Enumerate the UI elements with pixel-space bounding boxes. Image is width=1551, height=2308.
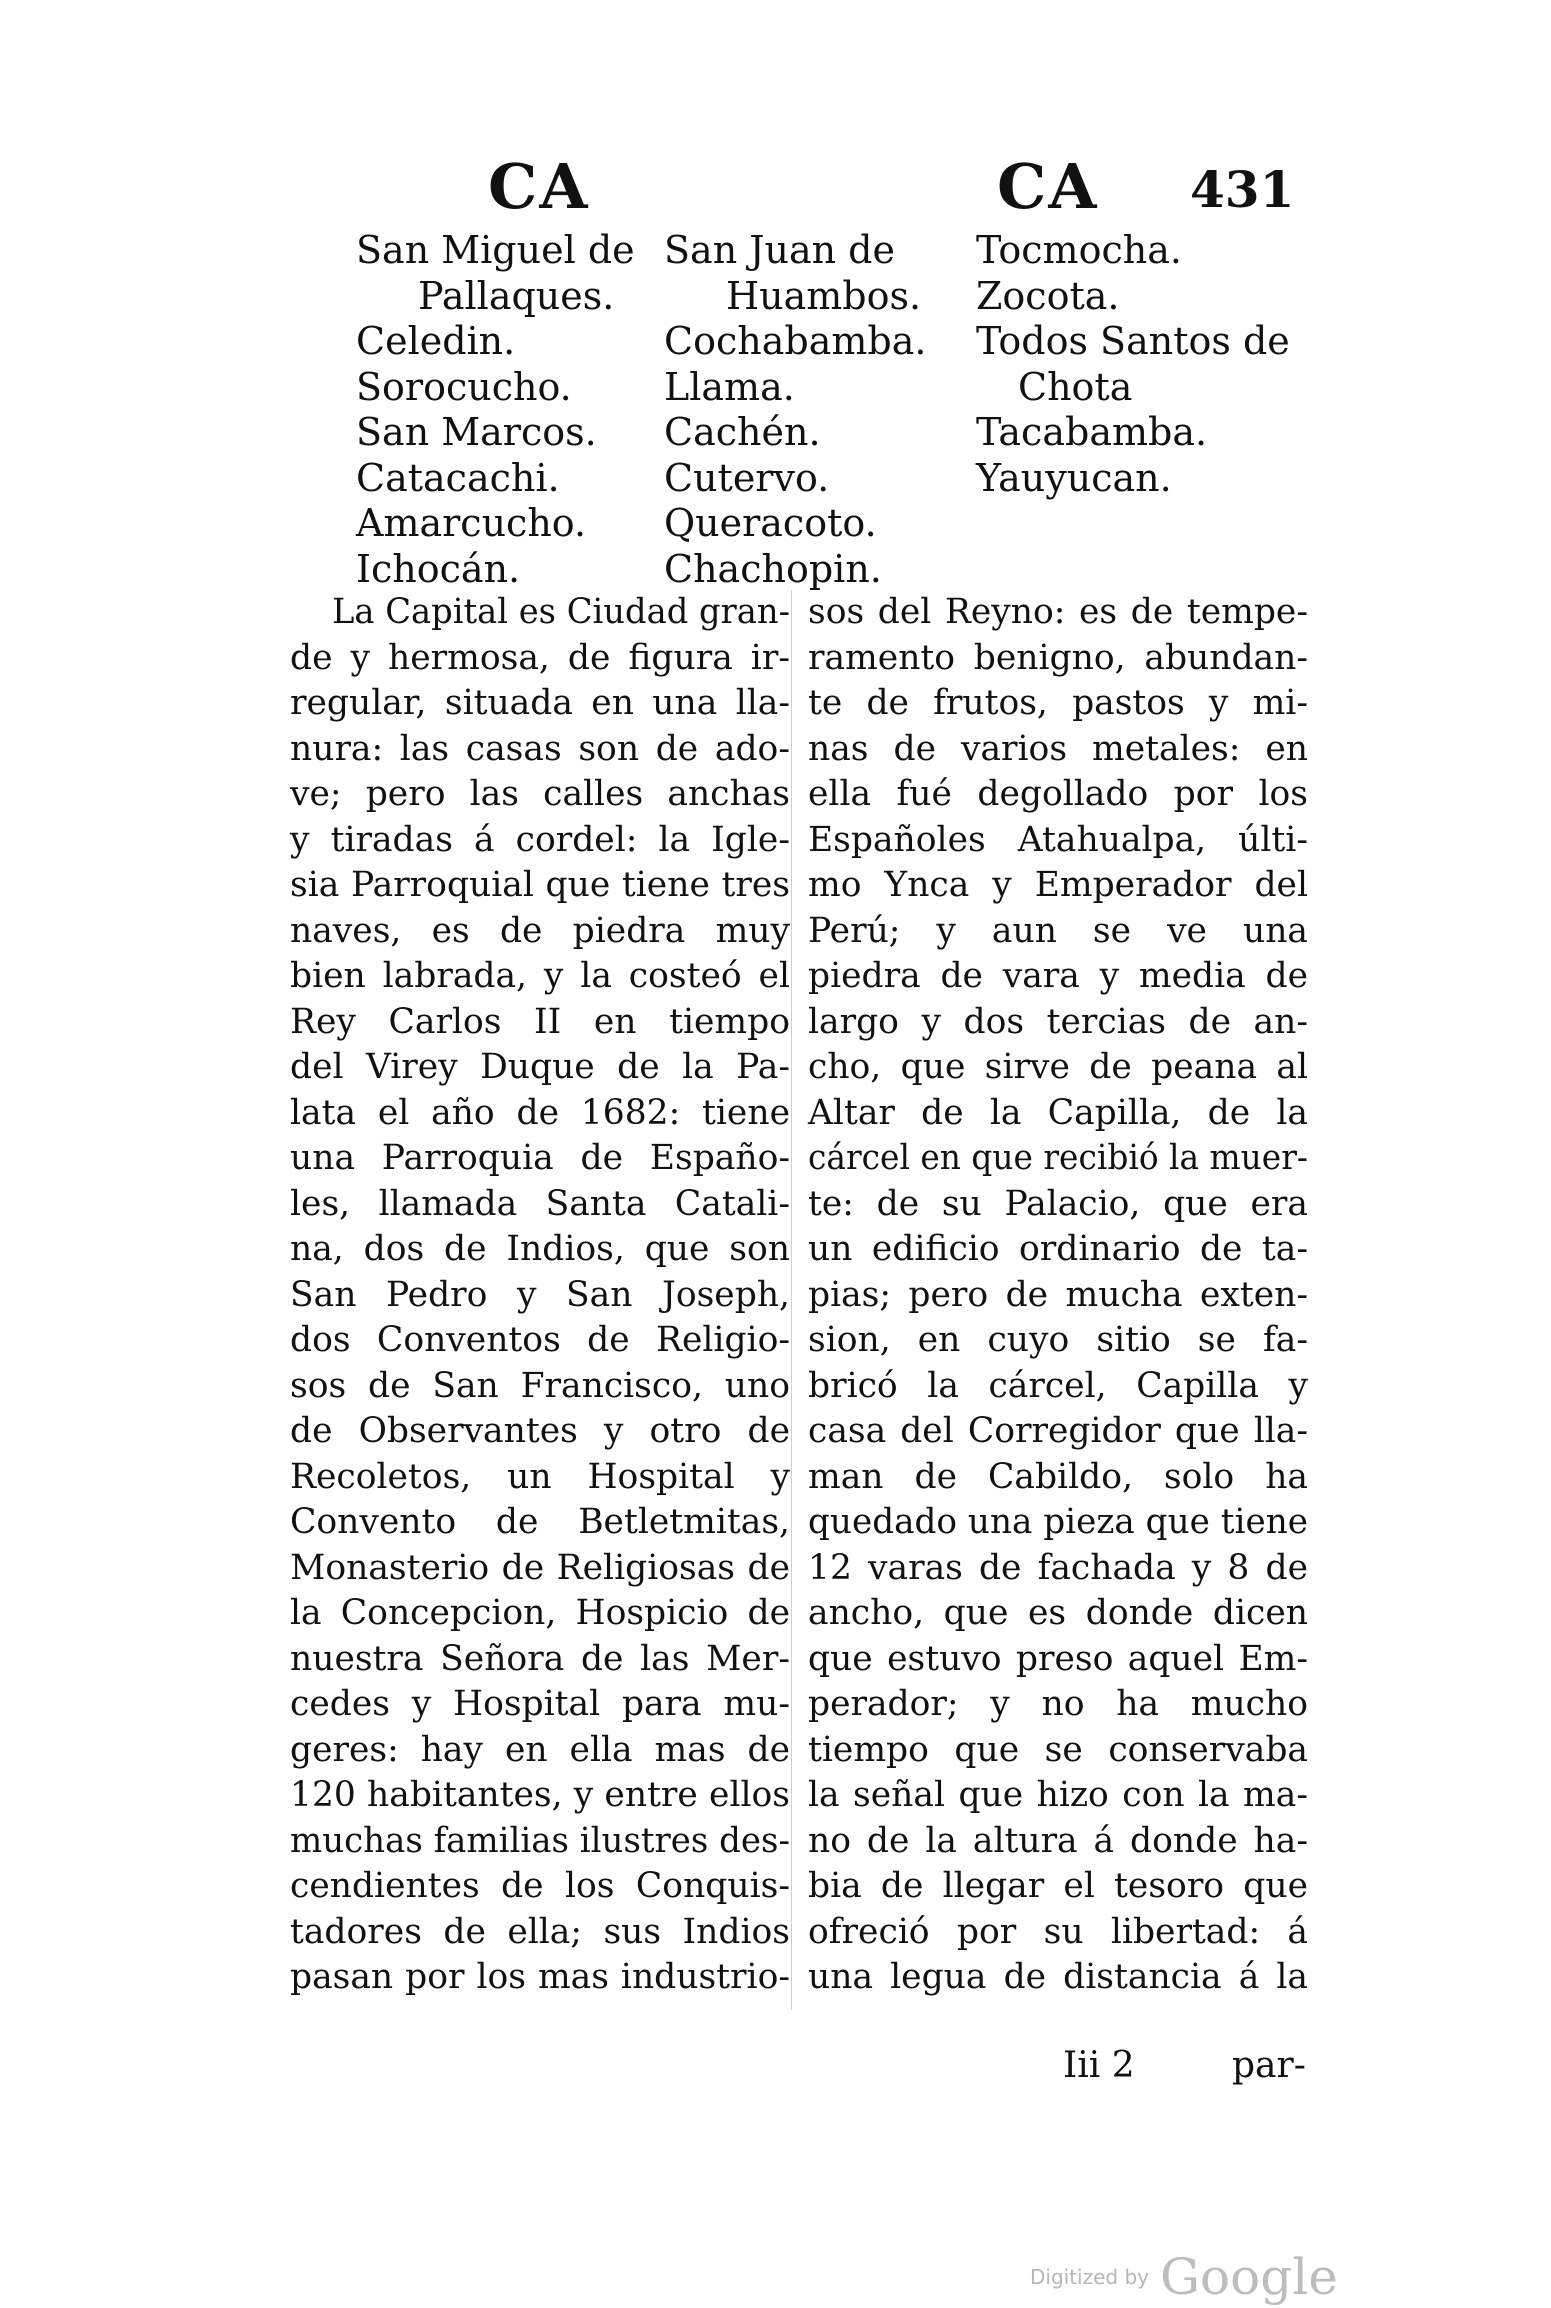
- text-line: tiempo que se conservaba: [808, 1729, 1308, 1770]
- catchword: par-: [1232, 2045, 1306, 2086]
- text-line: cho, que sirve de peana al: [808, 1047, 1308, 1087]
- place-name: Llama.: [664, 364, 795, 409]
- text-line: lata el año de 1682: tiene: [290, 1092, 790, 1133]
- text-line: San Pedro y San Joseph,: [290, 1274, 790, 1315]
- place-name: Catacachi.: [356, 455, 560, 500]
- place-name: Chota: [1018, 364, 1133, 409]
- text-line: tadores de ella; sus Indios: [290, 1911, 790, 1952]
- text-line: bricó la cárcel, Capilla y: [808, 1365, 1308, 1406]
- text-line: piedra de vara y media de: [808, 956, 1308, 996]
- text-line: del Virey Duque de la Pa-: [290, 1047, 790, 1087]
- place-column-3: [976, 228, 1290, 501]
- text-line: una legua de distancia á la: [808, 1957, 1308, 1997]
- text-line: Rey Carlos II en tiempo: [290, 1001, 790, 1042]
- place-name: Sorocucho.: [356, 364, 572, 409]
- text-line: dos Conventos de Religio-: [290, 1320, 790, 1360]
- signature-mark: Iii 2: [1063, 2045, 1135, 2086]
- text-line: la Concepcion, Hospicio de: [290, 1593, 790, 1633]
- text-line: mo Ynca y Emperador del: [808, 865, 1308, 905]
- text-line: nuestra Señora de las Mer-: [290, 1638, 790, 1679]
- text-line: ve; pero las calles anchas: [290, 774, 790, 814]
- text-line: la señal que hizo con la ma-: [808, 1775, 1308, 1815]
- body-column-left: [290, 590, 790, 2001]
- header-left-word: CA: [488, 150, 590, 223]
- text-line: bien labrada, y la costeó el: [290, 956, 790, 996]
- text-line: man de Cabildo, solo ha: [808, 1456, 1308, 1497]
- text-line: Monasterio de Religiosas de: [290, 1547, 790, 1588]
- place-name: Tocmocha.: [976, 228, 1182, 272]
- text-line: ramento benigno, abundan-: [808, 637, 1308, 678]
- text-line: bia de llegar el tesoro que: [808, 1866, 1308, 1906]
- text-line: perador; y no ha mucho: [808, 1684, 1308, 1724]
- place-column-1: [356, 228, 635, 592]
- google-logo: Google: [1160, 2248, 1338, 2306]
- text-line: no de la altura á donde ha-: [808, 1820, 1308, 1861]
- text-line: cendientes de los Conquis-: [290, 1866, 790, 1906]
- place-name: Pallaques.: [418, 273, 615, 318]
- text-line: de y hermosa, de figura ir-: [290, 637, 790, 678]
- place-name: San Juan de: [664, 228, 895, 272]
- place-name: Ichocán.: [356, 546, 521, 591]
- place-name: Zocota.: [976, 273, 1120, 318]
- text-line: quedado una pieza que tiene: [808, 1502, 1308, 1542]
- header-right-word: CA: [997, 150, 1099, 223]
- place-column-2: [664, 228, 926, 592]
- place-name: Chachopin.: [664, 546, 882, 591]
- text-line: Españoles Atahualpa, últi-: [808, 819, 1308, 860]
- text-line: ofreció por su libertad: á: [808, 1911, 1308, 1952]
- digitized-prefix: Digitized by: [1030, 2265, 1149, 2289]
- column-divider: [791, 590, 792, 2010]
- body-column-right: [808, 590, 1308, 2001]
- page-number: 431: [1190, 160, 1295, 219]
- text-line: te de frutos, pastos y mi-: [808, 683, 1308, 723]
- text-line: sos de San Francisco, uno: [290, 1365, 790, 1406]
- text-line: cedes y Hospital para mu-: [290, 1684, 790, 1724]
- text-line: Altar de la Capilla, de la: [808, 1092, 1308, 1133]
- text-line: geres: hay en ella mas de: [290, 1729, 790, 1770]
- text-line: cárcel en que recibió la muer-: [808, 1138, 1308, 1178]
- place-name: Queracoto.: [664, 501, 877, 545]
- text-line: 12 varas de fachada y 8 de: [808, 1547, 1308, 1588]
- running-header: [0, 150, 1551, 230]
- place-name: Celedin.: [356, 319, 516, 363]
- place-name: Yauyucan.: [976, 455, 1172, 500]
- text-line: y tiradas á cordel: la Igle-: [290, 819, 790, 860]
- text-line: muchas familias ilustres des-: [290, 1820, 790, 1861]
- place-name: Todos Santos de: [976, 319, 1290, 363]
- text-line: sos del Reyno: es de tempe-: [808, 592, 1308, 632]
- place-name: Cutervo.: [664, 455, 830, 500]
- text-line: La Capital es Ciudad gran-: [332, 592, 790, 632]
- text-line: Perú; y aun se ve una: [808, 910, 1308, 951]
- place-name: Amarcucho.: [356, 501, 587, 545]
- text-line: te: de su Palacio, que era: [808, 1183, 1308, 1224]
- text-line: pasan por los mas industrio-: [290, 1957, 790, 1997]
- place-name: Tacabamba.: [976, 410, 1208, 454]
- text-line: un edificio ordinario de ta-: [808, 1229, 1308, 1269]
- text-line: de Observantes y otro de: [290, 1411, 790, 1451]
- text-line: ancho, que es donde dicen: [808, 1593, 1308, 1633]
- text-line: Convento de Betletmitas,: [290, 1502, 790, 1542]
- place-name: Huambos.: [726, 273, 922, 318]
- digitized-watermark: [1030, 2248, 1338, 2308]
- text-line: les, llamada Santa Catali-: [290, 1183, 790, 1224]
- text-line: na, dos de Indios, que son: [290, 1229, 790, 1269]
- text-line: sion, en cuyo sitio se fa-: [808, 1320, 1308, 1360]
- text-line: sia Parroquial que tiene tres: [290, 865, 790, 905]
- text-line: naves, es de piedra muy: [290, 910, 790, 951]
- text-line: Recoletos, un Hospital y: [290, 1456, 790, 1497]
- text-line: casa del Corregidor que lla-: [808, 1411, 1308, 1451]
- text-line: nura: las casas son de ado-: [290, 728, 790, 769]
- text-line: regular, situada en una lla-: [290, 683, 790, 723]
- place-name: San Miguel de: [356, 228, 635, 272]
- text-line: que estuvo preso aquel Em-: [808, 1638, 1308, 1679]
- place-name: Cochabamba.: [664, 319, 927, 363]
- place-name: San Marcos.: [356, 410, 597, 454]
- place-list: [340, 228, 1340, 591]
- text-line: pias; pero de mucha exten-: [808, 1274, 1308, 1315]
- text-line: una Parroquia de Españo-: [290, 1138, 790, 1178]
- text-line: largo y dos tercias de an-: [808, 1001, 1308, 1042]
- text-line: nas de varios metales: en: [808, 728, 1308, 769]
- place-name: Cachén.: [664, 410, 821, 454]
- text-line: 120 habitantes, y entre ellos: [290, 1775, 790, 1815]
- text-line: ella fué degollado por los: [808, 774, 1308, 814]
